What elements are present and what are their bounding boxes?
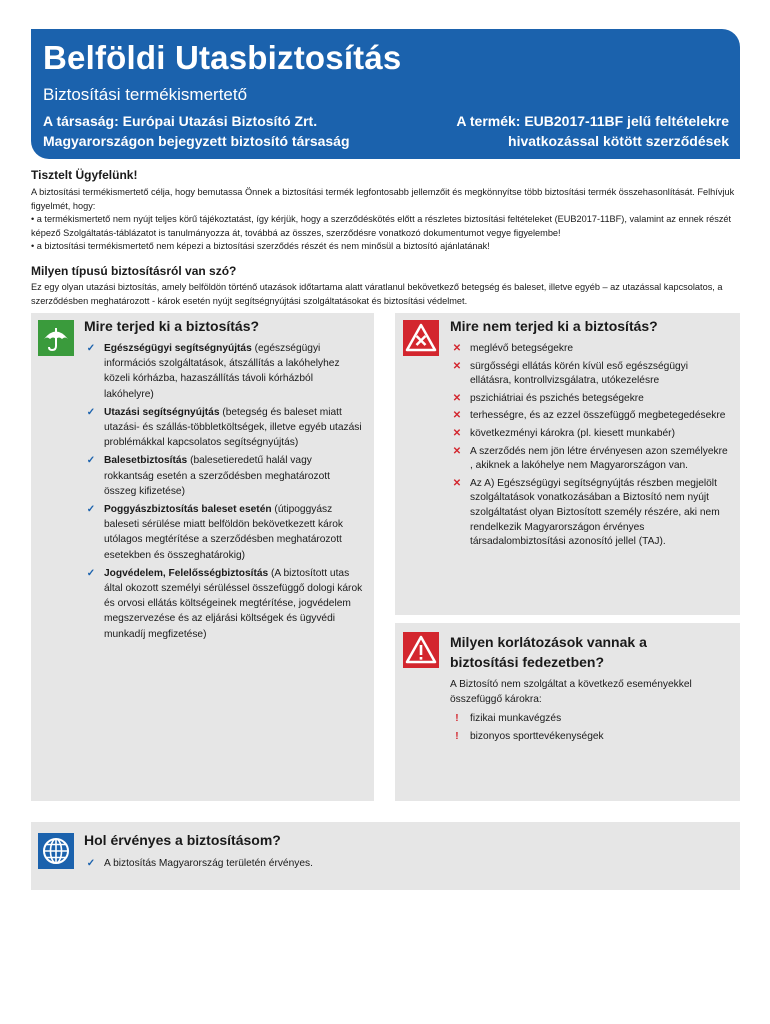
intro-bullet-2: • a biztosítási termékismertető nem képezi a biztosítási szerződés részét és nem minősül a biztosító ajánlatának!: [31, 241, 490, 251]
warning-x-icon: [403, 320, 439, 356]
list-item: ! fizikai munkavégzés: [450, 711, 732, 726]
list-item: ✓ Jogvédelem, Felelősségbiztosítás (A biztosított utas által okozott személyi sérüléssel összefüggő dologi károk és orvosi ellátás költségeinek megtérítése, jogvédelem megszervezése és az eljárási költségek és ügyvédi munkadíj megfizetése): [84, 566, 364, 642]
limits-heading: [450, 632, 647, 672]
validity-heading: Hol érvényes a biztosításom?: [84, 832, 281, 848]
limits-heading-line-2: biztosítási fedezetben?: [450, 654, 605, 670]
check-icon: ✓: [86, 455, 96, 467]
product-line-2: hivatkozással kötött szerződések: [508, 133, 729, 149]
intro-bullet-1: • a termékismertető nem nyújt teljes körű tájékoztatást, így kérjük, hogy a szerződéskötés előtt a részletes biztosítási feltételeket (EUB2017-11BF), valamint az ennek részét képező Szolgáltatás-táblázatot is tanulmányozza át, továbbá az összes, szerződésre vonatkozó dokumentumot vegye figyelembe!: [31, 214, 732, 238]
x-icon: ✕: [452, 392, 462, 404]
insurance-type-text: Ez egy olyan utazási biztosítás, amely belföldön történő utazások időtartama alatt váratlanul bekövetkező betegség és baleset, illetve egyéb – az utazással kapcsolatos, a szerződésben meghatározott - károk esetén nyújt segítségnyújtási szolgáltatásokat és biztosítási védelmet.: [31, 282, 723, 306]
list-item: ✓ Utazási segítségnyújtás (betegség és baleset miatt utazási- és szállás-többletköltségek, illetve egyéb utazási problémákkal kapcsolatos segítségnyújtás): [84, 405, 364, 451]
product-info: [389, 111, 729, 151]
list-item: ✓ Egészségügyi segítségnyújtás (egészségügyi információs szolgáltatások, átszállítás a lakóhelyhez közeli kórházba, hazaszállítás távoli kórházból lakóhelyre): [84, 341, 364, 402]
covered-list: [84, 341, 364, 645]
list-item: ✓ Balesetbiztosítás (balesetieredetű halál vagy rokkantság esetén a szerződésben meghatározott összeg kifizetése): [84, 453, 364, 499]
x-icon: ✕: [452, 445, 462, 457]
list-item: ✕ A szerződés nem jön létre érvényesen azon személyekre , akiknek a lakóhelye nem Magyarországon van.: [450, 445, 732, 474]
list-item: ! bizonyos sporttevékenységek: [450, 729, 732, 744]
check-icon: ✓: [86, 567, 96, 579]
list-item: ✕ meglévő betegségekre: [450, 342, 732, 357]
covered-heading: Mire terjed ki a biztosítás?: [84, 318, 260, 334]
check-icon: ✓: [86, 343, 96, 354]
check-icon: ✓: [86, 406, 96, 418]
list-item: ✓ A biztosítás Magyarország területén érvényes.: [84, 856, 724, 871]
intro-text: [31, 186, 743, 254]
not-covered-heading: Mire nem terjed ki a biztosítás?: [450, 318, 658, 334]
not-covered-list: [450, 342, 732, 553]
list-item: ✕ terhességre, és az ezzel összefüggő megbetegedésekre: [450, 409, 732, 424]
x-icon: ✕: [452, 360, 462, 372]
globe-icon: [38, 833, 74, 869]
company-info: [43, 111, 383, 151]
exclamation-icon: [403, 632, 439, 668]
exclamation-mark-icon: !: [455, 713, 459, 724]
company-line-1: A társaság: Európai Utazási Biztosító Zrt.: [43, 113, 318, 129]
header-banner: [31, 29, 740, 159]
umbrella-icon: [38, 320, 74, 356]
insurance-type-heading: Milyen típusú biztosításról van szó?: [31, 264, 237, 278]
check-icon: ✓: [86, 504, 96, 516]
x-icon: ✕: [452, 427, 462, 439]
list-item: ✕ Az A) Egészségügyi segítségnyújtás részben megjelölt szolgáltatások vonatkozásában a Biztosító nem nyújt szolgáltatást olyan Biztosított személy részére, aki nem rendelkezik Magyarországon érvényes társadalombiztosítási azonosító jellel (TAJ).: [450, 477, 732, 550]
limits-heading-line-1: Milyen korlátozások vannak a: [450, 634, 647, 650]
validity-list: [84, 856, 724, 874]
x-icon: ✕: [452, 343, 462, 354]
document-title: Belföldi Utasbiztosítás: [43, 39, 402, 76]
product-line-1: A termék: EUB2017-11BF jelű feltételekre: [456, 113, 729, 129]
check-icon: ✓: [86, 858, 96, 869]
company-line-2: Magyarországon bejegyzett biztosító társaság: [43, 133, 350, 149]
x-icon: ✕: [452, 477, 462, 489]
limits-intro: A Biztosító nem szolgáltat a következő eseményekkel összefüggő károkra:: [450, 679, 692, 706]
document-subtitle: Biztosítási termékismertető: [43, 85, 248, 104]
intro-paragraph: A biztosítási termékismertető célja, hogy bemutassa Önnek a biztosítási termék legfontosabb jellemzőit és megkönnyítse több biztosítási termék összehasonlítását. Felhívjuk figyelmét, hogy:: [31, 187, 735, 211]
greeting: Tisztelt Ügyfelünk!: [31, 168, 138, 182]
list-item: ✕ sürgősségi ellátás körén kívül eső egészségügyi ellátásra, kontrollvizsgálatra, utókezelésre: [450, 360, 732, 389]
list-item: ✓ Poggyászbiztosítás baleset esetén (útipoggyász baleseti sérülése miatt belföldön bekövetkezett károk utólagos megtérítése a szerződésben meghatározott esetekben és összeghatárokig): [84, 502, 364, 563]
list-item: ✕ pszichiátriai és pszichés betegségekre: [450, 392, 732, 407]
exclamation-mark-icon: !: [455, 731, 459, 743]
limits-list: [450, 711, 732, 747]
x-icon: ✕: [452, 410, 462, 422]
list-item: ✕ következményi károkra (pl. kiesett munkabér): [450, 427, 732, 442]
